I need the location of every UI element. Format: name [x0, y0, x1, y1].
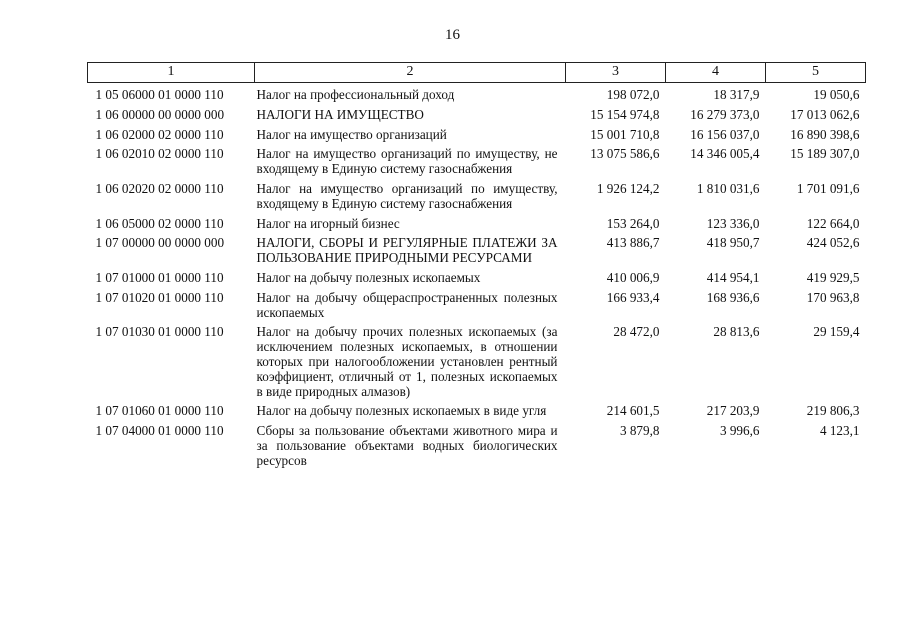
revenue-name: Налог на профессиональный доход — [256, 87, 455, 102]
table-row — [88, 177, 866, 212]
table-row — [88, 266, 866, 286]
revenue-name: НАЛОГИ НА ИМУЩЕСТВО — [256, 106, 424, 122]
value-col4: 123 336,0 — [706, 215, 760, 231]
revenue-name: Налог на игорный бизнес — [256, 215, 400, 231]
value-col5: 15 189 307,0 — [790, 146, 860, 162]
value-col4: 418 950,7 — [706, 235, 760, 251]
value-col3: 15 001 710,8 — [590, 126, 660, 142]
table-header-row — [88, 63, 866, 83]
column-header: 4 — [666, 63, 766, 83]
value-col4: 18 317,9 — [713, 87, 760, 102]
table-row — [88, 231, 866, 266]
revenue-name: Сборы за пользование объектами животного мира и за пользование объектами водных биологических ресурсов — [256, 423, 558, 468]
budget-code: 1 05 06000 01 0000 110 — [95, 87, 224, 102]
value-col5: 419 929,5 — [806, 269, 860, 285]
revenue-name: Налог на добычу полезных ископаемых — [256, 269, 481, 285]
budget-code: 1 07 00000 00 0000 000 — [95, 235, 225, 251]
value-col3: 28 472,0 — [613, 324, 660, 340]
value-col5: 4 123,1 — [819, 423, 860, 439]
column-header: 2 — [255, 63, 566, 83]
value-col5: 16 890 398,6 — [790, 126, 860, 142]
value-col4: 28 813,6 — [713, 324, 760, 340]
table-row — [88, 212, 866, 232]
table-row — [88, 123, 866, 143]
budget-code: 1 06 02010 02 0000 110 — [95, 146, 224, 162]
table-row — [88, 399, 866, 419]
budget-revenue-table — [87, 62, 866, 469]
budget-code: 1 07 01020 01 0000 110 — [95, 289, 224, 305]
value-col4: 168 936,6 — [706, 289, 760, 305]
value-col3: 410 006,9 — [606, 269, 660, 285]
table-row — [88, 83, 866, 103]
column-header: 1 — [88, 63, 255, 83]
value-col4: 3 996,6 — [719, 423, 760, 439]
budget-code: 1 07 04000 01 0000 110 — [95, 423, 224, 439]
value-col5: 219 806,3 — [806, 403, 860, 419]
value-col3: 413 886,7 — [606, 235, 660, 251]
budget-code: 1 06 00000 00 0000 000 — [95, 106, 225, 122]
revenue-name: Налог на имущество организаций по имуществу, не входящему в Единую систему газоснабжения — [256, 146, 558, 177]
budget-code: 1 07 01060 01 0000 110 — [95, 403, 224, 419]
revenue-name: НАЛОГИ, СБОРЫ И РЕГУЛЯРНЫЕ ПЛАТЕЖИ ЗА ПОЛЬЗОВАНИЕ ПРИРОДНЫМИ РЕСУРСАМИ — [256, 235, 558, 266]
value-col4: 1 810 031,6 — [696, 180, 760, 196]
value-col3: 15 154 974,8 — [590, 106, 660, 122]
budget-code: 1 07 01030 01 0000 110 — [95, 324, 224, 340]
revenue-name: Налог на добычу полезных ископаемых в виде угля — [256, 403, 547, 419]
value-col5: 170 963,8 — [806, 289, 860, 305]
value-col4: 16 279 373,0 — [690, 106, 760, 122]
revenue-name: Налог на добычу общераспространенных полезных ископаемых — [256, 289, 558, 320]
value-col3: 153 264,0 — [606, 215, 660, 231]
revenue-name: Налог на имущество организаций — [256, 126, 447, 142]
value-col3: 166 933,4 — [606, 289, 660, 305]
value-col5: 17 013 062,6 — [790, 106, 860, 122]
value-col5: 424 052,6 — [806, 235, 860, 251]
value-col3: 1 926 124,2 — [596, 180, 660, 196]
budget-code: 1 07 01000 01 0000 110 — [95, 269, 224, 285]
column-header: 5 — [766, 63, 866, 83]
table-row — [88, 320, 866, 399]
budget-code: 1 06 05000 02 0000 110 — [95, 215, 224, 231]
value-col5: 122 664,0 — [806, 215, 860, 231]
revenue-name: Налог на имущество организаций по имуществу, входящему в Единую систему газоснабжения — [256, 180, 558, 211]
value-col4: 414 954,1 — [706, 269, 760, 285]
value-col3: 13 075 586,6 — [590, 146, 660, 162]
value-col5: 19 050,6 — [813, 87, 860, 102]
column-header: 3 — [566, 63, 666, 83]
value-col4: 16 156 037,0 — [690, 126, 760, 142]
value-col5: 1 701 091,6 — [796, 180, 860, 196]
value-col3: 3 879,8 — [619, 423, 660, 439]
budget-code: 1 06 02020 02 0000 110 — [95, 180, 224, 196]
revenue-name: Налог на добычу прочих полезных ископаемых (за исключением полезных ископаемых, в отношении которых при налогообложении установлен рентный коэффициент, отличный от 1, полезных ископаемых в виде природных алмазов) — [256, 324, 558, 399]
table-row — [88, 286, 866, 321]
budget-code: 1 06 02000 02 0000 110 — [95, 126, 224, 142]
table-row — [88, 142, 866, 177]
value-col5: 29 159,4 — [813, 324, 860, 340]
value-col4: 217 203,9 — [706, 403, 760, 419]
page-number: 16 — [445, 27, 460, 43]
table-row — [88, 103, 866, 123]
value-col3: 214 601,5 — [606, 403, 660, 419]
table-row — [88, 419, 866, 468]
value-col4: 14 346 005,4 — [690, 146, 760, 162]
value-col3: 198 072,0 — [606, 87, 660, 102]
